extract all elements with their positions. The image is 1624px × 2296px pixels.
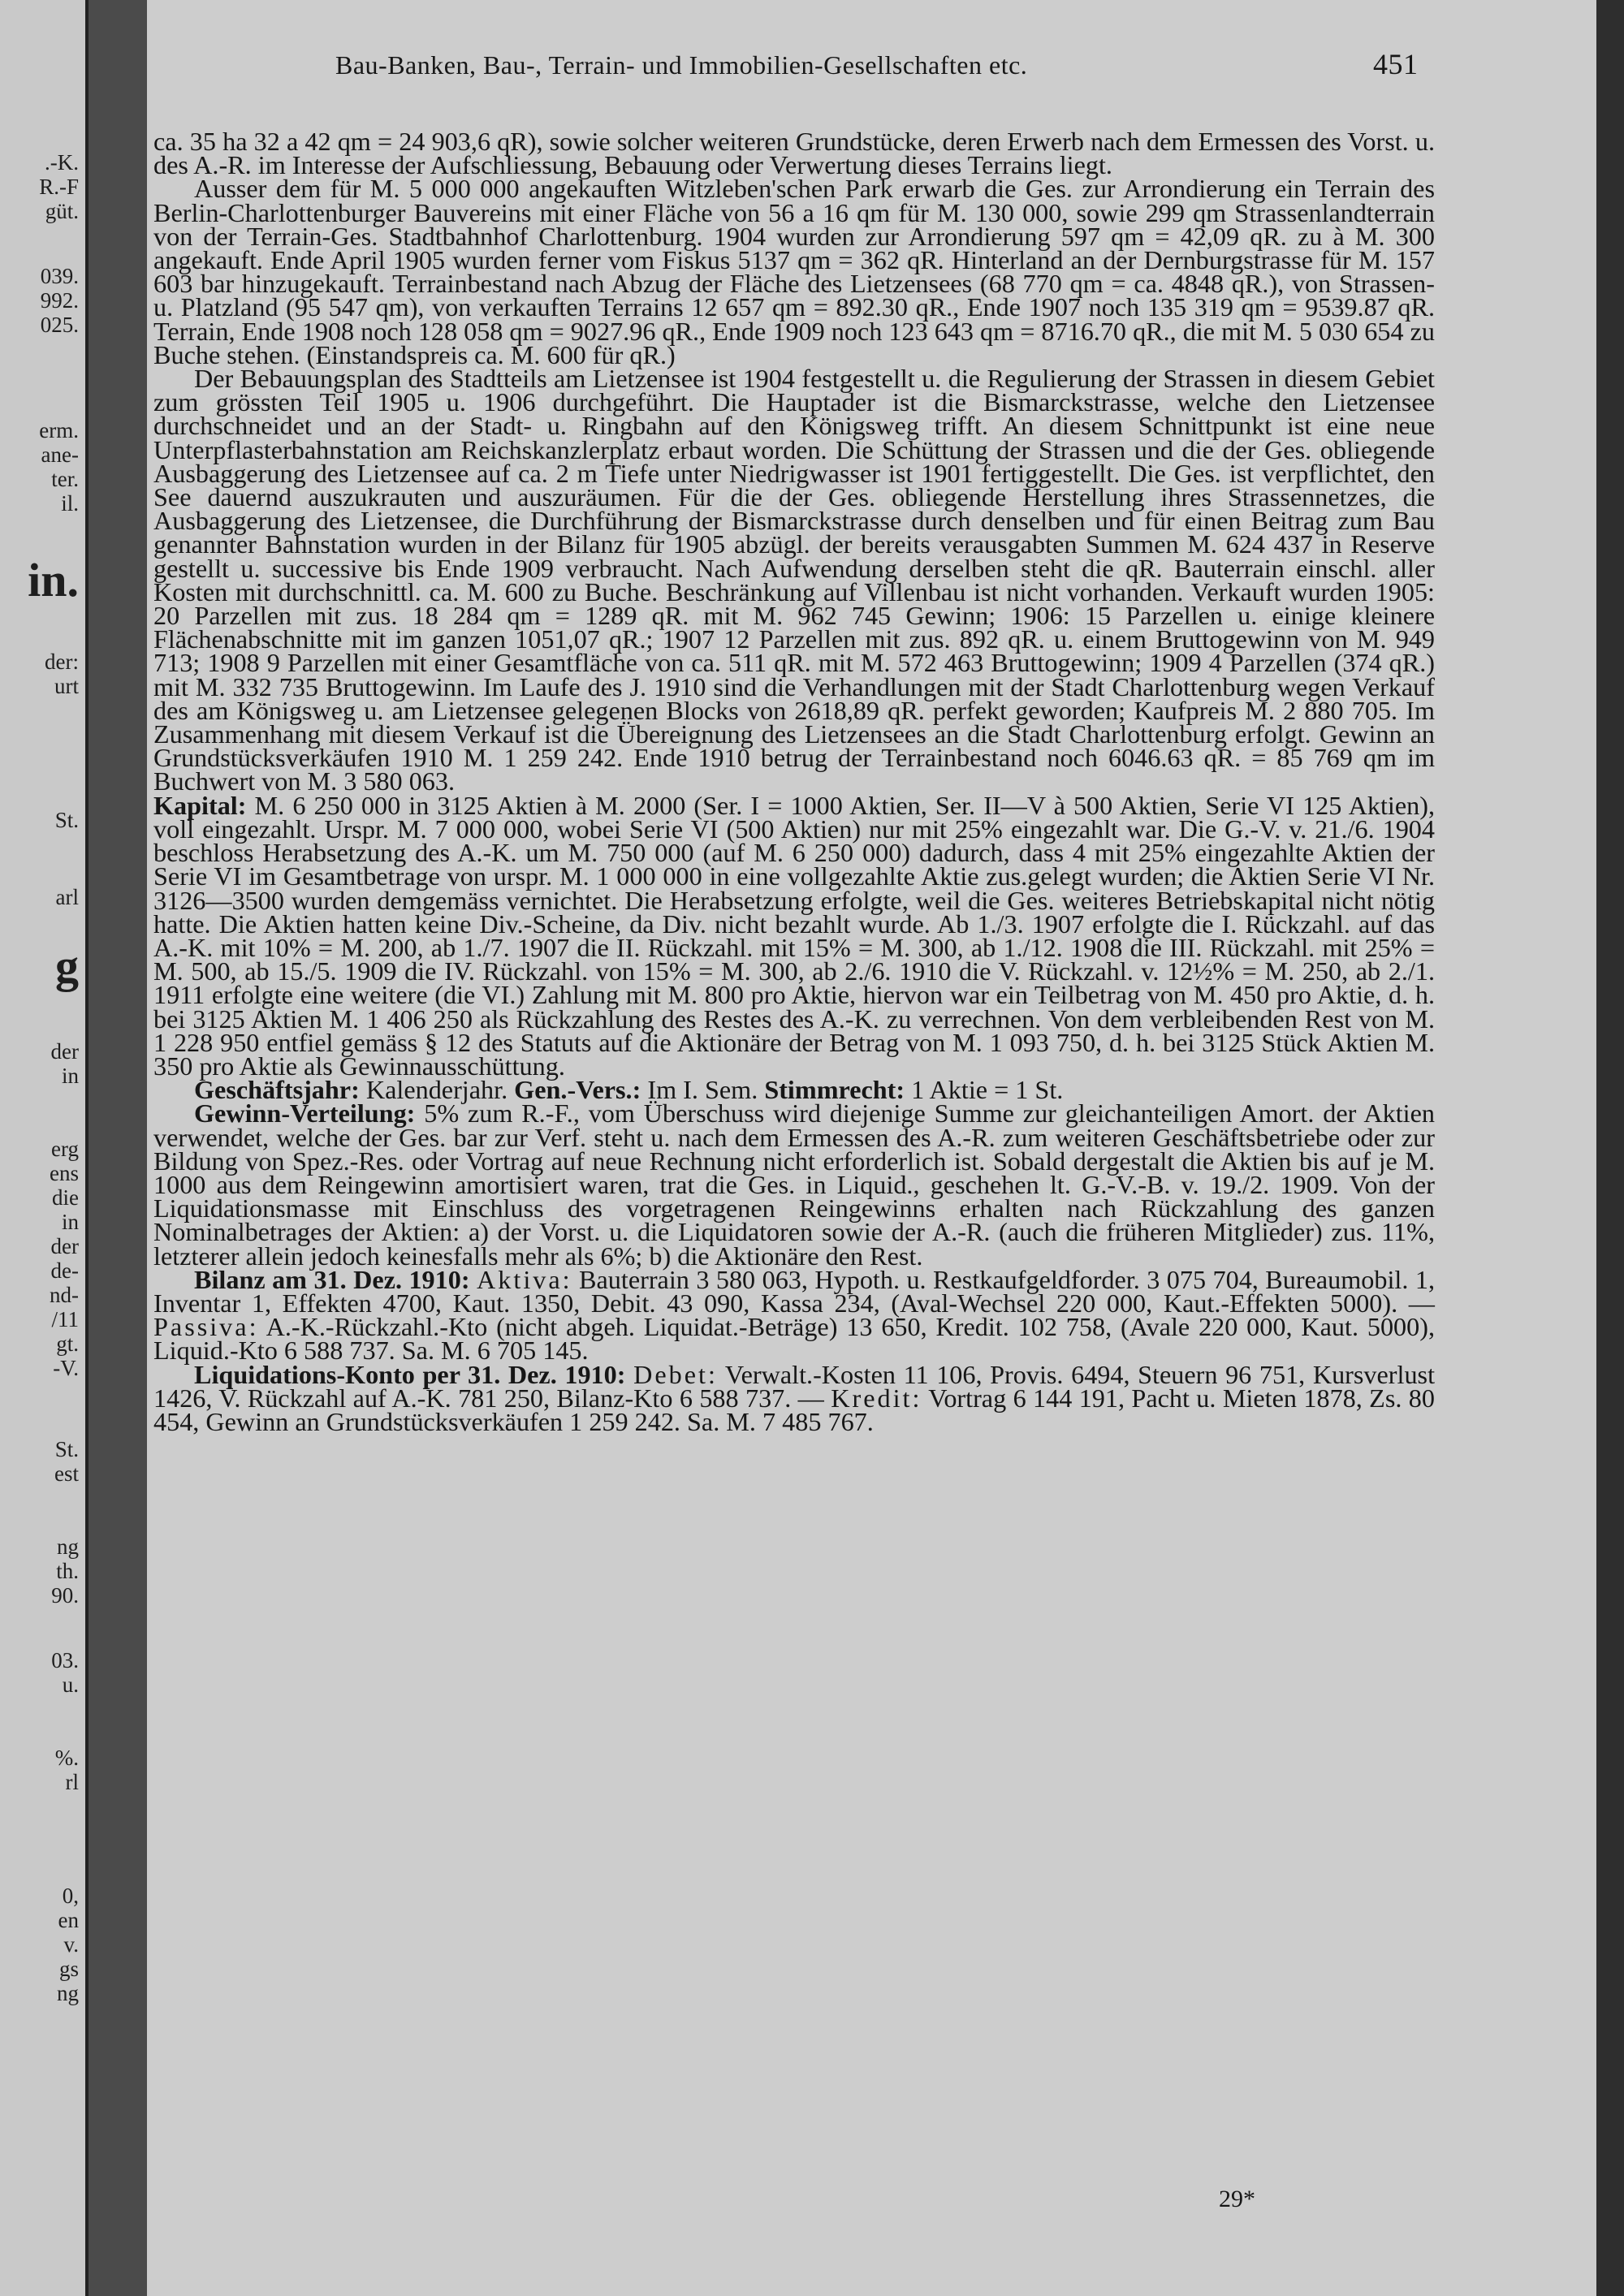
profit-distribution-text: 5% zum R.-F., vom Überschuss wird diejenige Summe zur gleichanteiligen Amort. der Aktien verwendet, welche der Ges. bar zur Verf. steht u. nach dem Ermessen des A.-R. zum weiteren Geschäftsbetriebe oder zur Bildung von Spez.-Res. oder Vortrag auf neue Rechnung nicht erforderlich ist. Sobald dergestalt die Aktien bis auf je M. 1000 aus dem Reingewinn amortisiert waren, trat die Ges. in Liquid., geschehen lt. G.-V.-B. v. 19./2. 1909. Von der Liquidationsmasse mit Einschluss des vorgetragenen Reingewinns erhalten nach Rückzahlung des ganzen Nominalbetrages der Aktien: a) der Vorst. u. die Liquidatoren sowie der A.-R. (auch die früheren Mitglieder) zus. 11%, letzterer allein jedoch keinesfalls mehr als 6%; b) die Aktionäre den Rest.: [153, 1098, 1435, 1271]
page-number: 451: [1373, 48, 1419, 80]
page-header: [147, 50, 1596, 91]
liabilities-label: Passiva:: [153, 1312, 259, 1342]
section-balance-sheet: [153, 1264, 1436, 1366]
adjacent-page-fragment: R.-F: [39, 175, 79, 199]
adjacent-page-fragment: ter.: [51, 467, 79, 491]
adjacent-page-fragment: arl: [55, 885, 79, 909]
kapital-label: Kapital:: [153, 790, 247, 820]
adjacent-page-fragment: in.: [28, 554, 79, 606]
adjacent-page-fragment: erm.: [39, 418, 79, 442]
adjacent-page-fragment: 03.: [51, 1648, 79, 1672]
adjacent-page-fragment: ng: [57, 1534, 79, 1559]
adjacent-page-fragment: St.: [54, 1437, 79, 1461]
adjacent-page-fragment: der:: [45, 650, 79, 674]
section-profit-distribution: [153, 1098, 1435, 1271]
adjacent-page-fragment: die: [52, 1185, 79, 1210]
liabilities-text: A.-K.-Rückzahl.-Kto (nicht abgeh. Liquidat.-Beträge) 13 650, Kredit. 102 758, (Avale 220 000, Kaut. 5000), Liquid.-Kto 6 588 737. Sa. M. 6 705 145.: [153, 1312, 1435, 1366]
section-liquidation-account: [153, 1359, 1436, 1436]
adjacent-page-fragment: /11: [51, 1307, 79, 1331]
adjacent-page-fragment: rl: [65, 1770, 79, 1794]
adjacent-page-edge: [0, 0, 89, 2296]
section-kapital: [153, 790, 1435, 1081]
balance-sheet-label: Bilanz am 31. Dez. 1910:: [194, 1264, 470, 1294]
adjacent-page-fragment: 90.: [51, 1583, 79, 1608]
adjacent-page-fragment: 025.: [40, 313, 79, 337]
adjacent-page-fragment: gs: [58, 1957, 79, 1981]
general-meeting-label: Gen.-Vers.:: [514, 1075, 641, 1105]
credit-label: Kredit:: [831, 1383, 922, 1413]
document-page: [147, 0, 1596, 2296]
adjacent-page-fragment: 992.: [40, 288, 79, 313]
assets-label: Aktiva:: [477, 1264, 572, 1294]
adjacent-page-fragment: en: [58, 1908, 79, 1932]
adjacent-page-fragment: in: [61, 1064, 79, 1088]
signature-mark: 29*: [1219, 2186, 1255, 2212]
adjacent-page-fragment: St.: [54, 808, 79, 832]
adjacent-page-fragment: v.: [63, 1932, 79, 1957]
fiscal-year-text: Kalenderjahr.: [359, 1075, 515, 1105]
adjacent-page-fragment: ng: [57, 1981, 79, 2005]
adjacent-page-fragment: ane-: [41, 442, 79, 467]
adjacent-page-fragment: der: [50, 1234, 79, 1258]
liquidation-account-label: Liquidations-Konto per 31. Dez. 1910:: [194, 1359, 626, 1389]
adjacent-page-fragment: th.: [56, 1559, 79, 1583]
adjacent-page-fragment: urt: [54, 674, 79, 698]
adjacent-page-fragment: %.: [54, 1746, 79, 1770]
debit-text: Verwalt.-Kosten 11 106, Provis. 6494, Steuern 96 751, Kursverlust 1426, V. Rückzahl auf A.-K. 781 250, Bilanz-Kto 6 588 737. —: [153, 1359, 1436, 1413]
scan-edge: [1596, 0, 1624, 2296]
book-gutter: [89, 0, 147, 2296]
running-head: Bau-Banken, Bau-, Terrain- und Immobilien-Gesellschaften etc.: [335, 50, 1028, 80]
debit-label: Debet:: [633, 1359, 718, 1389]
adjacent-page-fragment: u.: [62, 1672, 79, 1697]
paragraph-area-description: ca. 35 ha 32 a 42 qm = 24 903,6 qR), sowie solcher weiteren Grundstücke, deren Erwerb nach dem Ermessen des Vorst. u. des A.-R. im Interesse der Aufschliessung, Bebauung oder Verwertung dieses Terrains liegt.: [153, 127, 1435, 180]
body-text: [153, 127, 1436, 1436]
general-meeting-text: Im I. Sem.: [641, 1075, 765, 1105]
assets-text: Bauterrain 3 580 063, Hypoth. u. Restkaufgeldforder. 3 075 704, Bureaumobil. 1, Inventar 1, Effekten 4700, Kaut. 1350, Debit. 43 090, Kassa 234, (Aval-Wechsel 220 000, Kaut.-Effekten 5000). —: [153, 1264, 1436, 1318]
adjacent-page-fragment: nd-: [50, 1283, 79, 1307]
paragraph-development-plan: Der Bebauungsplan des Stadtteils am Lietzensee ist 1904 festgestellt u. die Regulierung der Strassen in diesem Gebiet zum grössten Teil 1905 u. 1906 durchgeführt. Die Hauptader ist die Bismarckstrasse, welche den Lietzensee durchschneidet und an der Stadt- u. Ringbahn auf den Königsweg trifft. An diesem Schnittpunkt ist eine neue Unterpflasterbahnstation am Reichskanzlerplatz erbaut worden. Die Schüttung der Strassen und die der Ges. obliegende Ausbaggerung des Lietzensee auf ca. 2 m Tiefe unter Niedrigwasser ist 1901 fertiggestellt. Die Ges. ist verpflichtet, den See dauernd auszukrauten und auszuräumen. Für die der Ges. obliegende Herstellung ihres Strassennetzes, die Ausbaggerung des Lietzensee, die Durchführung der Bismarckstrasse durch denselben und für einen Beitrag zum Bau genannter Bahnstation wurden in der Bilanz für 1905 abzügl. der bereits verausgabten Summen M. 624 437 in Reserve gestellt u. successive bis Ende 1909 verbraucht. Nach Aufwendung derselben steht die qR. Bauterrain einschl. aller Kosten mit durchschnittl. ca. M. 600 zu Buche. Beschränkung auf Villenbau ist nicht vorhanden. Verkauft wurden 1905: 20 Parzellen mit zus. 18 284 qm = 1289 qR. mit M. 962 745 Gewinn; 1906: 15 Parzellen u. einige kleinere Flächenabschnitte mit im ganzen 1051,07 qR.; 1907 12 Parzellen mit zus. 892 qR. u. einem Bruttogewinn von M. 949 713; 1908 9 Parzellen mit einer Gesamtfläche von ca. 511 qR. mit M. 572 463 Bruttogewinn; 1909 4 Parzellen (374 qR.) mit M. 332 735 Bruttogewinn. Im Laufe des J. 1910 sind die Verhandlungen mit der Stadt Charlottenburg wegen Verkauf des am Königsweg u. am Lietzensee gelegenen Blocks von 2618,89 qR. perfekt geworden; Kaufpreis M. 2 880 705. Im Zusammenhang mit diesem Verkauf ist die Übereignung des Lietzensees an die Stadt Charlottenburg erfolgt. Gewinn an Grundstücksverkäufen 1910 M. 1 259 242. Ende 1910 betrug der Terrainbestand noch 6046.63 qR. = 85 769 qm im Buchwert von M. 3 580 063.: [153, 364, 1435, 796]
adjacent-page-fragment: .-K.: [45, 150, 79, 175]
voting-right-label: Stimmrecht:: [764, 1075, 905, 1105]
adjacent-page-fragment: 039.: [40, 264, 79, 288]
adjacent-page-fragment: -V.: [53, 1356, 79, 1380]
credit-text: Vortrag 6 144 191, Pacht u. Mieten 1878, Zs. 80 454, Gewinn an Grundstücksverkäufen 1 259 242. Sa. M. 7 485 767.: [153, 1383, 1435, 1436]
adjacent-page-fragment: de-: [50, 1258, 79, 1283]
fiscal-year-label: Geschäftsjahr:: [194, 1075, 360, 1105]
adjacent-page-fragment: gt.: [56, 1331, 79, 1356]
adjacent-page-fragment: in: [61, 1210, 79, 1234]
adjacent-page-fragment: ens: [50, 1161, 79, 1185]
kapital-text: M. 6 250 000 in 3125 Aktien à M. 2000 (Ser. I = 1000 Aktien, Ser. II—V à 500 Aktien, Serie VI 125 Aktien), voll eingezahlt. Urspr. M. 7 000 000, wobei Serie VI (500 Aktien) nur mit 25% eingezahlt war. Die G.-V. v. 21./6. 1904 beschloss Herabsetzung des A.-K. um M. 750 000 (auf M. 6 250 000) dadurch, dass 4 mit 25% eingezahlte Aktien der Serie VI im Gesamtbetrage von urspr. M. 1 000 000 in eine vollgezahlte Aktie zus.gelegt wurden; die Aktien Serie VI Nr. 3126—3500 wurden demgemäss vernichtet. Die Herabsetzung erfolgte, weil die Ges. weiteres Betriebskapital nicht nötig hatte. Die Aktien hatten keine Div.-Scheine, da Div. nicht bezahlt wurde. Ab 1./3. 1907 erfolgte die I. Rückzahl. auf das A.-K. mit 10% = M. 200, ab 1./7. 1907 die II. Rückzahl. mit 15% = M. 300, ab 1./12. 1908 die III. Rückzahl. mit 25% = M. 500, ab 15./5. 1909 die IV. Rückzahl. von 15% = M. 300, ab 2./6. 1910 die V. Rückzahl. v. 12½% = M. 250, ab 2./1. 1911 erfolgte eine weitere (die VI.) Zahlung mit M. 800 pro Aktie, hiervon war ein Teilbetrag von M. 450 pro Aktie, d. h. bei 3125 Aktien M. 1 406 250 als Rückzahlung des Restes des A.-K. zu verrechnen. Von dem verbleibenden Rest von M. 1 228 950 entfiel gemäss § 12 des Statuts auf die Aktionäre der Betrag von M. 1 093 750, d. h. bei 3125 Stück Aktien M. 350 pro Aktie als Gewinnausschüttung.: [153, 790, 1435, 1081]
profit-distribution-label: Gewinn-Verteilung:: [194, 1098, 416, 1129]
adjacent-page-fragment: 0,: [62, 1884, 79, 1908]
adjacent-page-fragment: güt.: [45, 199, 79, 223]
adjacent-page-fragment: der: [50, 1039, 79, 1064]
paragraph-land-acquisition: Ausser dem für M. 5 000 000 angekauften Witzleben'schen Park erwarb die Ges. zur Arrondierung ein Terrain des Berlin-Charlottenburger Bauvereins mit einer Fläche von 56 a 16 qm für M. 130 000, sowie 299 qm Strassenlandterrain von der Terrain-Ges. Stadtbahnhof Charlottenburg. 1904 wurden zur Arrondierung 597 qm = 42,09 qR. zu à M. 300 angekauft. Ende April 1905 wurden ferner vom Fiskus 5137 qm = 362 qR. Hinterland an der Dernburgstrasse für M. 157 603 bar hinzugekauft. Terrainbestand nach Abzug der Fläche des Lietzensees (68 770 qm = ca. 4848 qR.), von Strassen- u. Platzland (95 547 qm), von verkauften Terrains 12 657 qm = 892.30 qR., Ende 1907 noch 135 319 qm = 9539.87 qR. Terrain, Ende 1908 noch 128 058 qm = 9027.96 qR., Ende 1909 noch 123 643 qm = 8716.70 qR., die mit M. 5 030 654 zu Buche stehen. (Einstandspreis ca. M. 600 für qR.): [153, 174, 1436, 369]
adjacent-page-fragment: g: [55, 939, 79, 992]
adjacent-page-fragment: erg: [51, 1137, 79, 1161]
voting-right-text: 1 Aktie = 1 St.: [905, 1075, 1064, 1105]
adjacent-page-fragment: il.: [61, 491, 79, 516]
adjacent-page-fragment: est: [54, 1461, 79, 1486]
